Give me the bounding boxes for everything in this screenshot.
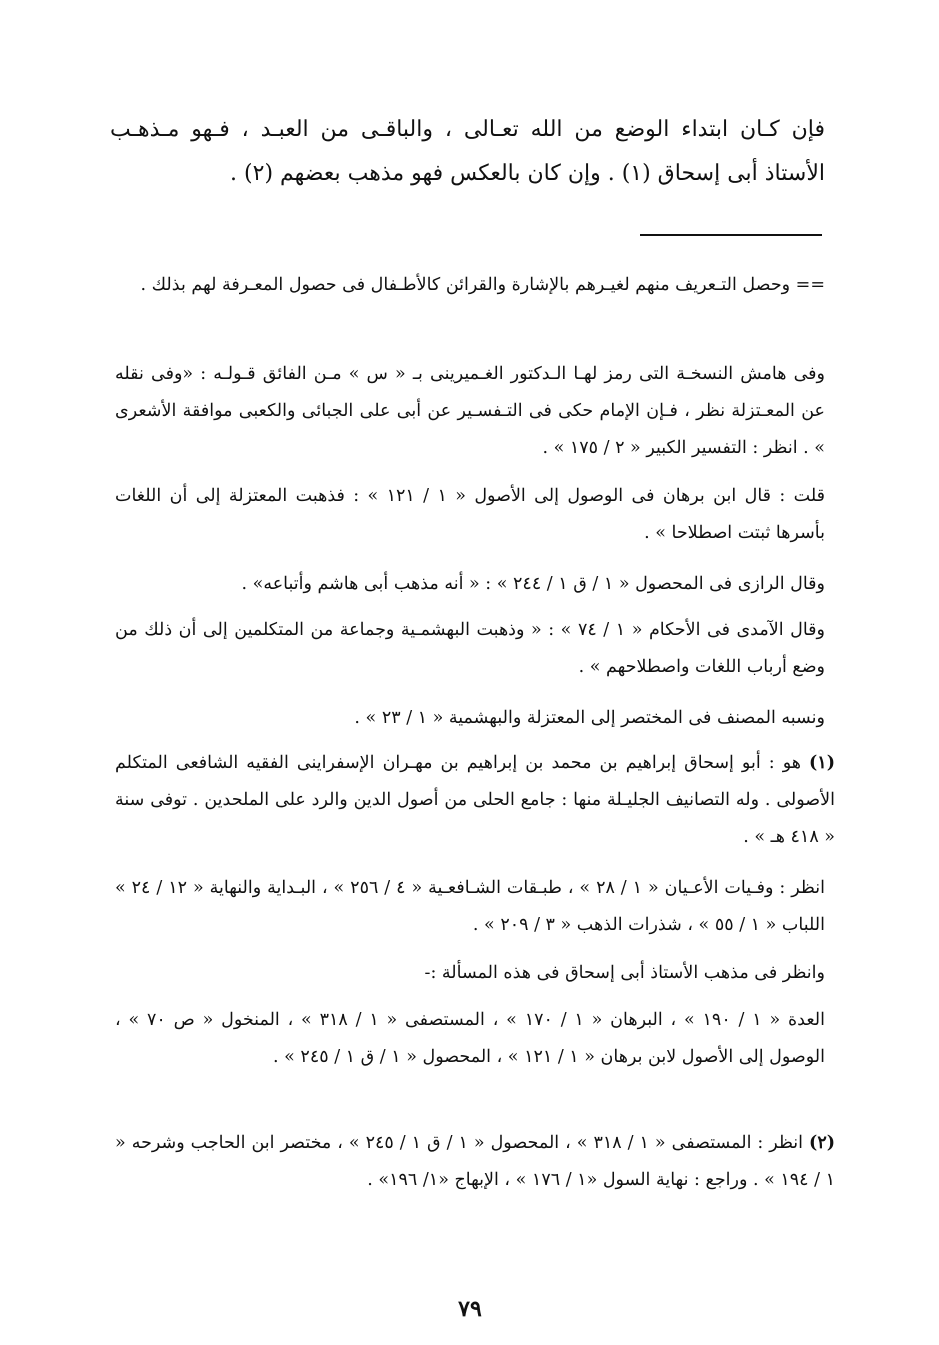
footnote-para-amidi: وقال الآمدى فى الأحكام « ١ / ٧٤ » : « وذهبت البهشمـية وجماعة من المتكلمين إلى أن ذلك من وضع أرباب اللغات واصطلاحهم » . xyxy=(115,620,825,677)
footnote-1 xyxy=(115,745,835,856)
footnote-1-marker: (١) xyxy=(809,753,835,773)
footnote-1-unzur: انظر : وفـيات الأعـيان « ١ / ٢٨ » ، طبـقات الشـافعـية « ٤ / ٢٥٦ » ، البـداية والنهاية « ١٢ / ٢٤ » اللباب « ١ / ٥٥ » ، شذرات الذهب « ٣ / ٢٠٩ » . xyxy=(115,878,825,935)
footnote-para-hamish: وفى هامش النسخـة التى رمز لهـا الـدكتور الغـميرينى بـ « س » مـن الفائق قـولـه : «وفى نقله عن المعـتزلة نظر ، فـإن الإمام حكى فى التـفسـير عن أبى على الجبائى والكعبى موافقة الأشعرى » . انظر : التفسير الكبير « ٢ / ١٧٥ » . xyxy=(115,364,825,458)
footnote-divider xyxy=(640,234,822,236)
footnote-para-qult: قلت : قال ابن برهان فى الوصول إلى الأصول « ١ / ١٢١ » : فذهبت المعتزلة إلى أن اللغات بأسرها ثبتت اصطلاحا » . xyxy=(115,486,826,543)
footnote-1-wa-unzur: وانظر فى مذهب الأستاذ أبى إسحاق فى هذه المسألة :- xyxy=(424,963,825,983)
footnote-2-marker: (٢) xyxy=(809,1133,835,1153)
footnote-2-text: انظر : المستصفى « ١ / ٣١٨ » ، المحصول « ١ / ق ١ / ٢٤٥ » ، مختصر ابن الحاجب وشرحه « ١ / ١٩٤ » . وراجع : نهاية السول «١ / ١٧٦ » ، الإبهاج «١/ ١٩٦» . xyxy=(115,1133,835,1190)
footnote-para-nasabahu: ونسبه المصنف فى المختصر إلى المعتزلة والبهشمية « ١ / ٢٣ » . xyxy=(354,708,825,728)
footnote-2 xyxy=(115,1125,835,1199)
main-text-paragraph: فإن كـان ابتداء الوضع من الله تعـالى ، والباقـى من العبـد ، فـهو مـذهـب الأستاذ أبى إسحاق (١) . وإن كان بالعكس فهو مذهب بعضهم (٢) . xyxy=(110,117,825,186)
footnote-continuation: == وحصل التـعريف منهم لغيـرهم بالإشارة والقرائن كالأطـفال فى حصول المعـرفة لهم بذلك . xyxy=(140,275,825,295)
page-number: ٧٩ xyxy=(458,1296,482,1322)
footnote-1-text: هو : أبو إسحاق إبراهيم بن محمد بن إبراهيم بن مهـران الإسفراينى الفقيه الشافعى المتكلم الأصولى . وله التصانيف الجليـلة منها : جامع الحلى من أصول الدين والرد على الملحدين . توفى سنة « ٤١٨ هـ » . xyxy=(115,753,835,847)
footnote-para-razi: وقال الرازى فى المحصول « ١ / ق ١ / ٢٤٤ » : « أنه مذهب أبى هاشم وأتباعه» . xyxy=(241,574,825,594)
footnote-1-refs: العدة « ١ / ١٩٠ » ، البرهان « ١ / ١٧٠ » ، المستصفى « ١ / ٣١٨ » ، المنخول « ص ٧٠ » ، الوصول إلى الأصول لابن برهان « ١ / ١٢١ » ، المحصول « ١ / ق ١ / ٢٤٥ » . xyxy=(115,1010,825,1067)
